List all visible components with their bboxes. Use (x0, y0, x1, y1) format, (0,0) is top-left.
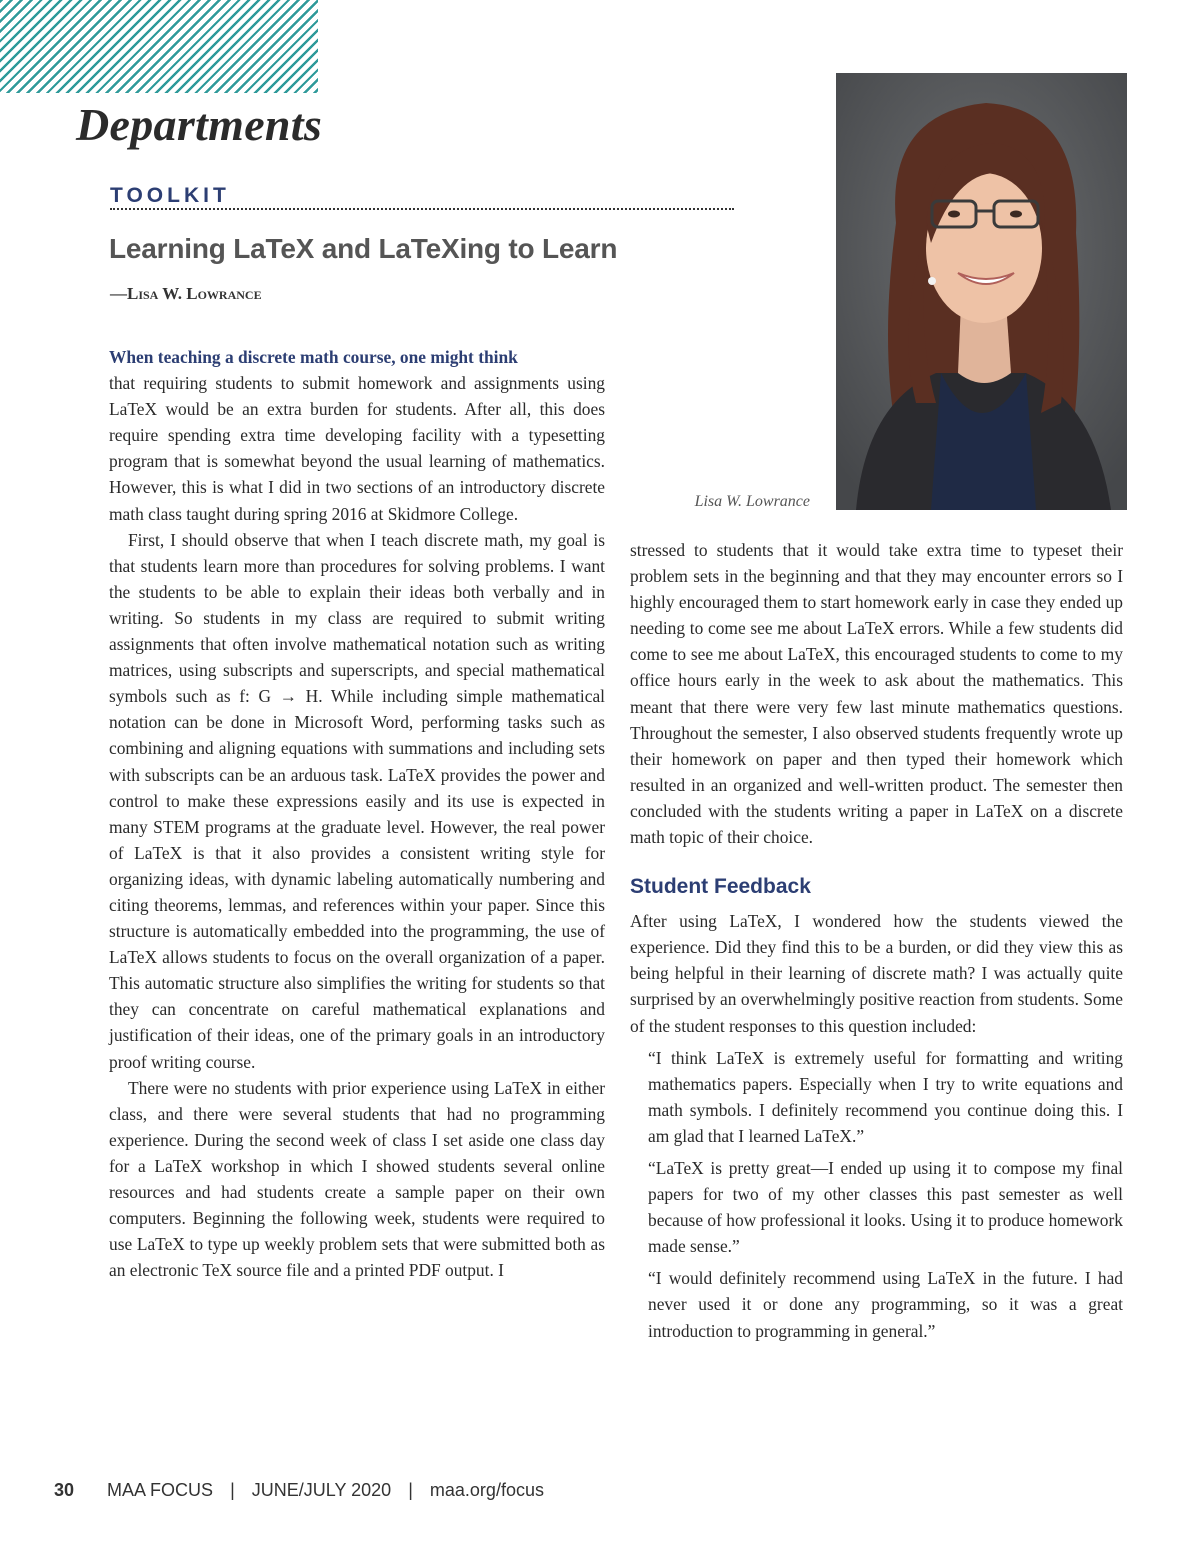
article-title: Learning LaTeX and LaTeXing to Learn (109, 233, 618, 264)
author-photo (836, 73, 1127, 510)
dotted-divider (110, 208, 734, 210)
photo-caption: Lisa W. Lowrance (694, 493, 810, 510)
publication-name: MAA FOCUS (107, 1480, 214, 1500)
student-quote: “I would definitely recommend using LaTeX in the future. I had never used it or done any programming, so it was a great introduction to programming in general.” (648, 1268, 1123, 1341)
paragraph: stressed to students that it would take extra time to typeset their problem sets in the beginning and that they may encounter errors so I highly encouraged them to start homework early in case they ended up needing to come see me about LaTeX errors. While a few students did come to see me about LaTeX, this encouraged students to come to my office hours early in the week to ask about the mathematics. This meant that there were very few last minute mathematics questions. Throughout the semester, I also observed students frequently wrote up their homework on paper and then typed their homework which resulted in an organized and well-written product. The semester then concluded with the students writing a paper in LaTeX on a discrete math topic of their choice. (630, 540, 1123, 848)
subheading: Student Feedback (630, 875, 811, 899)
section-title: Departments (76, 99, 323, 150)
student-quote: “I think LaTeX is extremely useful for formatting and writing mathematics papers. Especially when I try to write equations and math symbols. I definitely recommend you continue doing this. I am glad that I learned LaTeX.” (648, 1047, 1123, 1146)
column-left (109, 344, 605, 1283)
paragraph (109, 344, 605, 527)
paragraph: After using LaTeX, I wondered how the students viewed the experience. Did they find this to be a burden, or did they view this as being helpful in their learning of discrete math? I was actually quite surprised by an overwhelmingly positive reaction from students. Some of the student responses to this question included: (630, 911, 1123, 1036)
decorative-stripes (0, 0, 318, 93)
lead-in: When teaching a discrete math course, one might think (109, 347, 518, 367)
paragraph: There were no students with prior experience using LaTeX in either class, and there were several students that had no programming experience. During the second week of class I set aside one class day for a LaTeX workshop in which I showed students several online resources and had students create a sample paper on their own computers. Beginning the following week, students were required to use LaTeX to type up weekly problem sets that were submitted both as an electronic TeX source file and a printed PDF output. I (109, 1077, 605, 1281)
student-quote: “LaTeX is pretty great—I ended up using it to compose my final papers for two of my other classes this past semester as well because of how professional it looks. Using it to produce homework made sense.” (648, 1157, 1123, 1257)
article-byline: —Lisa W. Lowrance (110, 284, 262, 303)
page-footer (54, 1480, 544, 1501)
separator: | (408, 1480, 413, 1500)
paragraph-text: that requiring students to submit homework and assignments using LaTeX would be an extra burden for students. After all, this does require spending extra time developing facility with a typesetting program that is somewhat beyond the usual learning of mathematics. However, this is what I did in two sections of an introductory discrete math class taught during spring 2016 at Skidmore College. (109, 373, 605, 524)
footer-url[interactable]: maa.org/focus (429, 1480, 544, 1500)
paragraph: First, I should observe that when I teach discrete math, my goal is that students learn more than procedures for solving problems. I want the students to be able to explain their ideas both verbally and in writing. So students in my class are required to submit writing assignments that often involve mathematical notation such as writing matrices, using subscripts and superscripts, and special mathematical symbols such as f: G → H. While including simple mathematical notation can be done in Microsoft Word, performing tasks such as combining and aligning equations with summations and including sets with subscripts can be an arduous task. LaTeX provides the power and control to make these expressions easily and its use is expected in many STEM programs at the graduate level. However, the real power of LaTeX is that it also provides a consistent writing style for organizing ideas, with dynamic labeling automatically numbering and citing theorems, lemmas, and references within your paper. Since this structure is automatically embedded into the programming, the use of LaTeX allows students to focus on the overall organization of a paper. This automatic structure also simplifies the writing for students so that they can concentrate on careful mathematical explanations and justification of their ideas, one of the primary goals in an introductory proof writing course. (109, 529, 605, 1072)
page-number: 30 (54, 1480, 75, 1500)
separator: | (230, 1480, 235, 1500)
column-right (630, 537, 1123, 1344)
issue-date: JUNE/JULY 2020 (251, 1480, 392, 1500)
department-label: TOOLKIT (110, 184, 230, 207)
